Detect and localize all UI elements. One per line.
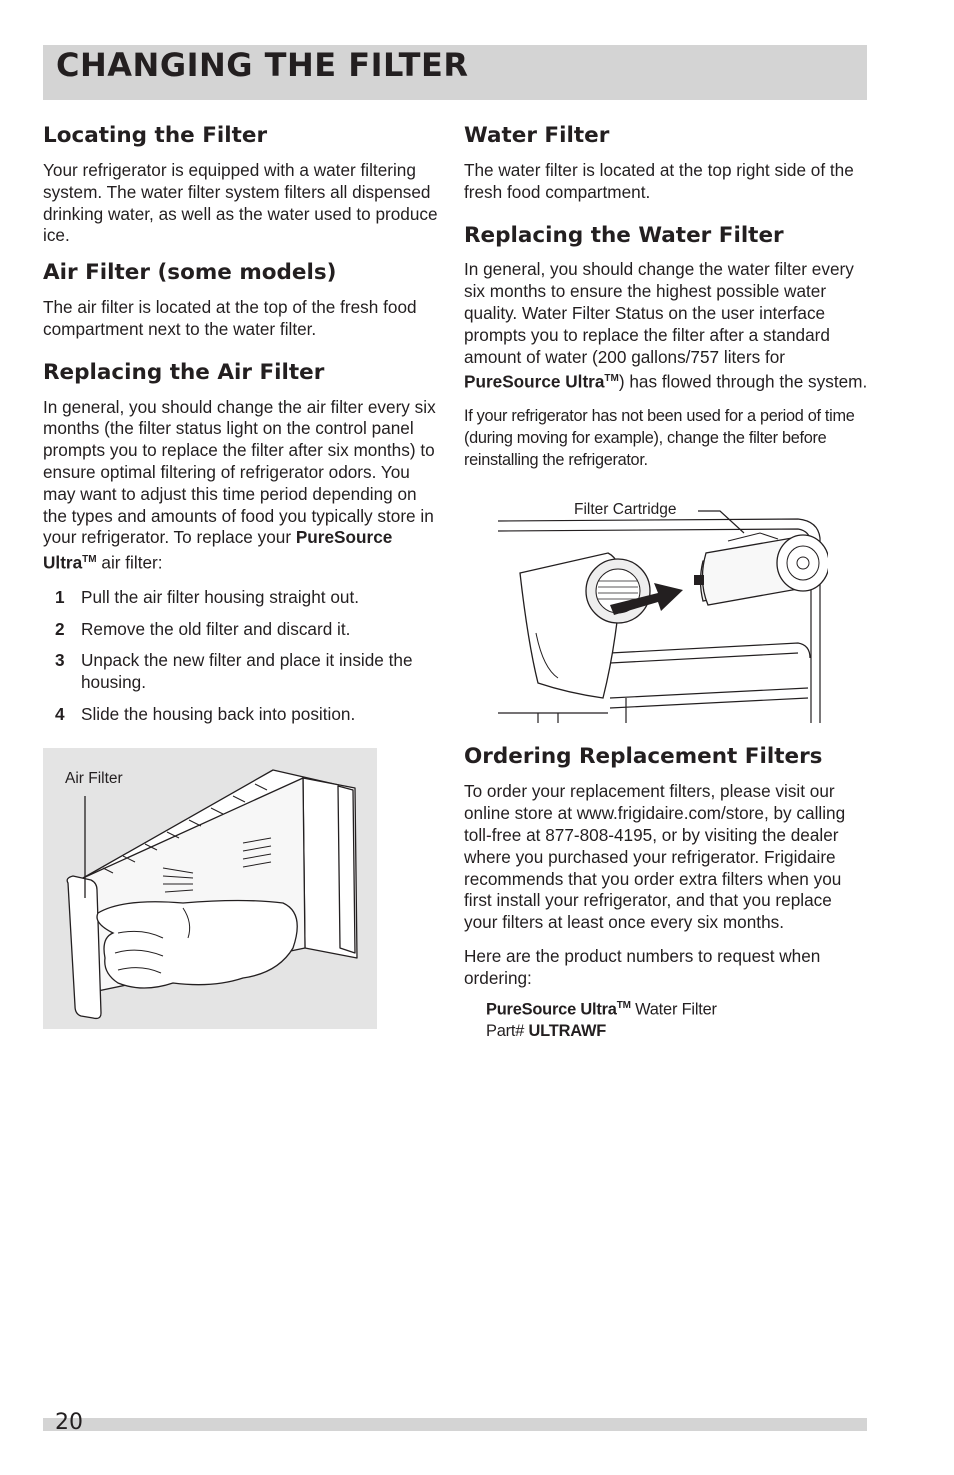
replacing-air-heading: Replacing the Air Filter	[43, 359, 325, 385]
water-filter-drawing	[498, 483, 828, 723]
step-text: Slide the housing back into position.	[81, 703, 356, 724]
replacing-air-end: air filter:	[96, 552, 163, 573]
locating-heading: Locating the Filter	[43, 123, 268, 148]
water-filter-illustration	[498, 483, 828, 723]
step-text: Pull the air filter housing straight out.	[81, 586, 360, 607]
step-number: 4	[55, 703, 65, 724]
page-title: CHANGING THE FILTER	[56, 46, 469, 84]
air-filter-heading: Air Filter (some models)	[43, 260, 337, 286]
step-item	[55, 650, 438, 694]
step-item	[55, 704, 438, 726]
air-filter-illustration	[43, 748, 377, 1029]
product-info	[486, 995, 868, 1041]
locating-body: Your refrigerator is equipped with a water filtering system. The water filter system filters all dispensed drinking water, as well as the water used to produce ice.	[43, 159, 438, 246]
step-number: 3	[55, 650, 65, 671]
product-line	[486, 995, 868, 1020]
air-filter-body: The air filter is located at the top of the fresh food compartment next to the water filter.	[43, 297, 417, 339]
step-number: 2	[55, 618, 65, 639]
replacing-water-body	[464, 259, 868, 394]
step-text: Unpack the new filter and place it inside the housing.	[81, 650, 413, 693]
page-number: 20	[55, 1410, 83, 1435]
right-column	[464, 122, 868, 1042]
part-line	[486, 1021, 868, 1042]
footer-bar	[43, 1418, 867, 1431]
air-filter-drawing	[43, 748, 377, 1029]
ordering-request: Here are the product numbers to request when ordering:	[464, 945, 821, 988]
ordering-heading: Ordering Replacement Filters	[464, 744, 823, 770]
filter-cartridge-label: Filter Cartridge	[574, 501, 677, 519]
part-number: ULTRAWF	[528, 1021, 607, 1040]
air-filter-label: Air Filter	[65, 769, 123, 787]
product-brand: PureSource Ultra	[486, 1000, 617, 1019]
step-text: Remove the old filter and discard it.	[81, 618, 351, 639]
left-column	[43, 122, 438, 1029]
step-item	[55, 587, 438, 609]
trademark: TM	[82, 554, 97, 566]
replacing-water-heading: Replacing the Water Filter	[464, 222, 784, 248]
air-filter-steps	[55, 587, 438, 726]
replacing-air-body	[43, 397, 438, 575]
trademark: TM	[604, 373, 619, 385]
part-prefix: Part#	[486, 1021, 529, 1040]
water-filter-heading: Water Filter	[464, 123, 610, 148]
ordering-body: To order your replacement filters, please visit our online store at www.frigidaire.com/store, by calling toll-free at 877-808-4195, or by visiting the dealer where you purchased your refrigerator. Frigidaire recommends that you order extra filters when you first install your refrigerator, and that you replace your filters at least once every six months.	[464, 781, 846, 933]
step-item	[55, 619, 438, 641]
step-number: 1	[55, 586, 65, 607]
water-filter-body: The water filter is located at the top right side of the fresh food compartment.	[464, 159, 854, 202]
brand-name: PureSource Ultra	[464, 372, 605, 393]
replacing-air-intro: In general, you should change the air filter every six months (the filter status light on the control panel prompts you to replace the filter after six months) to ensure optimal filtering of refrigerator odors. You may want to adjust this time period depending on the types and amounts of food you typically store in your refrigerator. To replace your	[43, 396, 436, 548]
product-trademark: TM	[616, 1000, 631, 1012]
title-bar	[43, 45, 867, 100]
replacing-water-end: ) has flowed through the system.	[618, 372, 868, 393]
brand-name: PureSource Ultra	[43, 527, 393, 573]
replacing-water-note: If your refrigerator has not been used for a period of time (during moving for example), change the filter before reinstalling the refrigerator.	[464, 406, 855, 469]
replacing-water-intro: In general, you should change the water filter every six months to ensure the highest possible water quality. Water Filter Status on the user interface prompts you to replace the filter after a standard amount of water (200 gallons/757 liters for	[464, 259, 854, 367]
product-name: Water Filter	[630, 1000, 717, 1019]
